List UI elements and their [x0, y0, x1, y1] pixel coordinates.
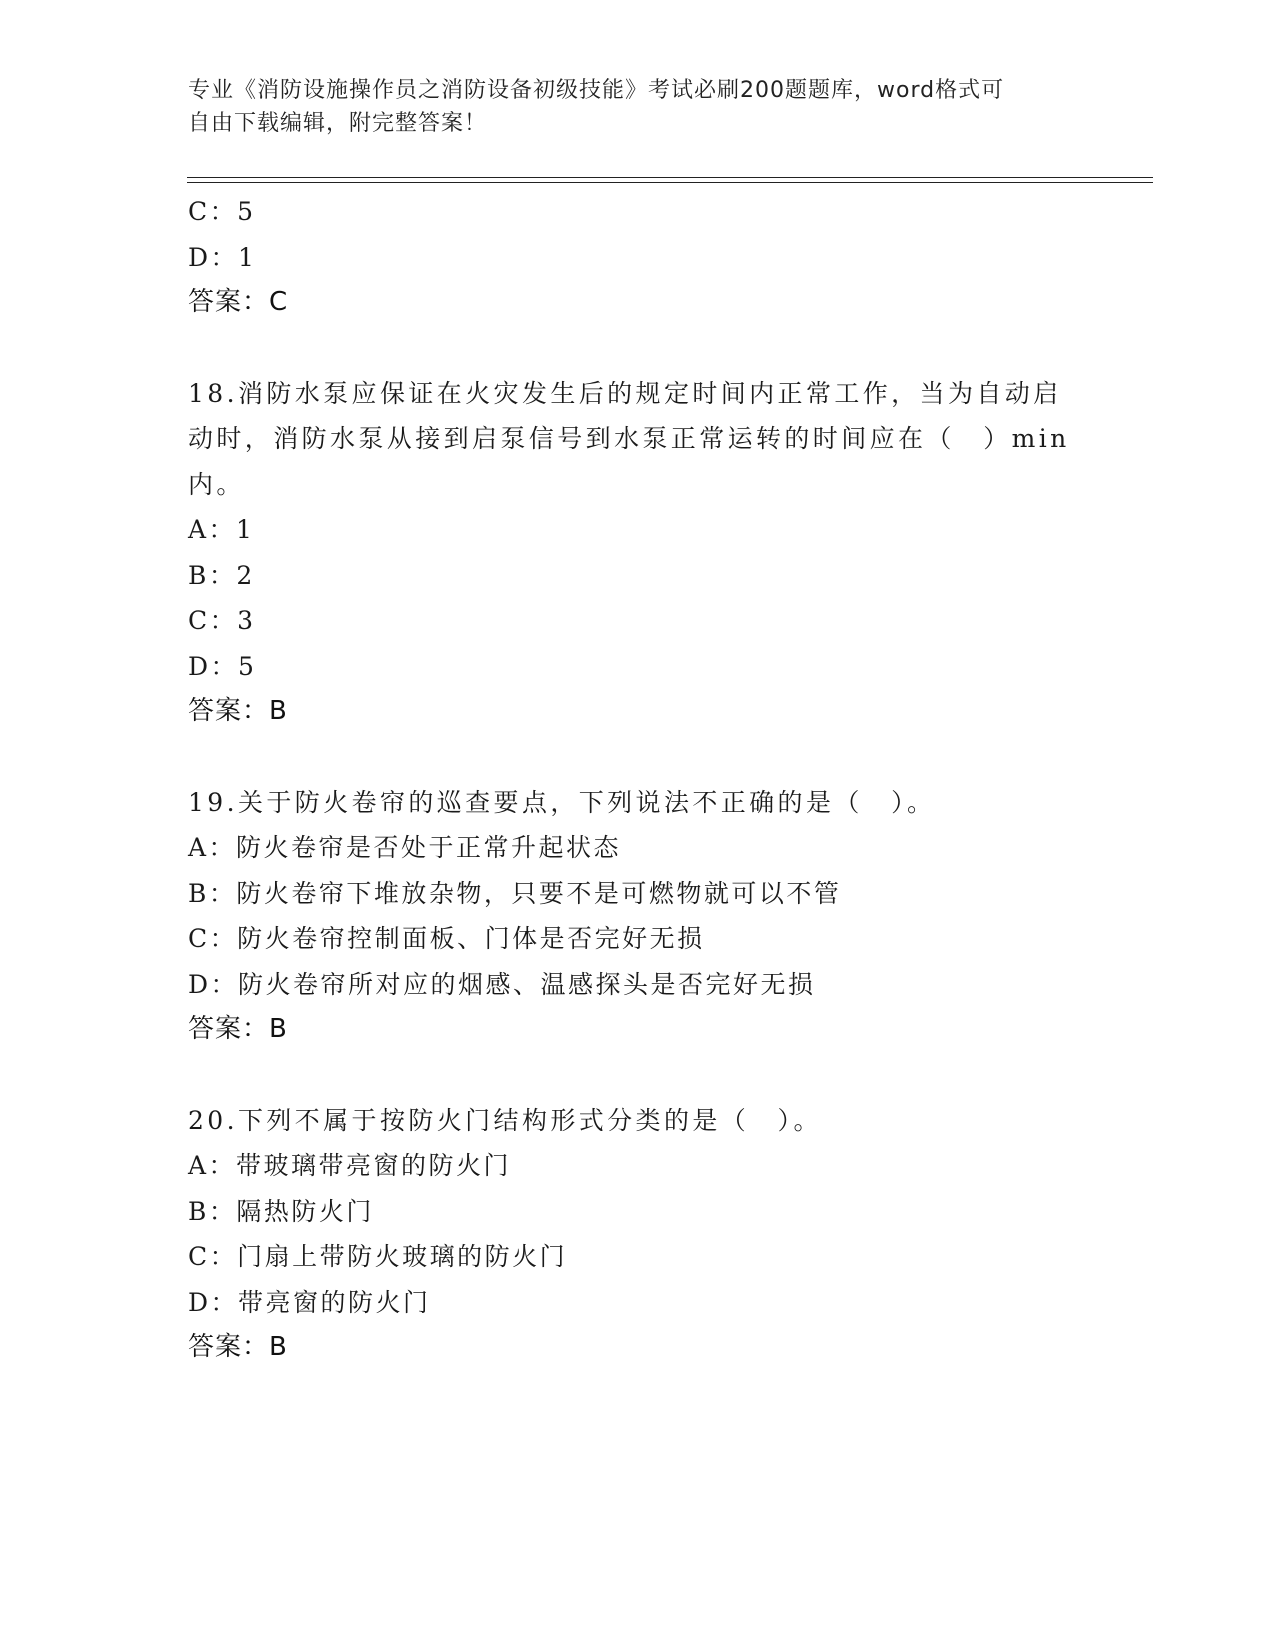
option-a: A：1: [188, 515, 255, 544]
option-d: D：带亮窗的防火门: [188, 1287, 431, 1317]
question-stem-line: 20.下列不属于按防火门结构形式分类的是（ ）。: [188, 1105, 822, 1135]
option-b: B：2: [188, 560, 255, 590]
document-header: [188, 74, 1088, 140]
header-title-line-1: 专业《消防设施操作员之消防设备初级技能》考试必刷200题题库，word格式可: [188, 78, 1005, 103]
question-block: [188, 1098, 1088, 1371]
question-block: [188, 371, 1088, 735]
header-rule: [187, 177, 1153, 178]
option-c: C：5: [188, 197, 256, 226]
option-d: D：1: [188, 242, 257, 272]
answer-line: 答案：B: [188, 1332, 288, 1362]
option-a: A：防火卷帘是否处于正常升起状态: [188, 833, 622, 862]
question-stem-line: 内。: [188, 469, 245, 499]
option-b: B：防火卷帘下堆放杂物，只要不是可燃物就可以不管: [188, 878, 842, 908]
option-c: C：门扇上带防火玻璃的防火门: [188, 1242, 568, 1271]
spacer: [188, 735, 1088, 780]
question-stem-line: 动时，消防水泵从接到启泵信号到水泵正常运转的时间应在（ ）min: [188, 424, 1070, 453]
question-fragment: [188, 189, 1088, 326]
spacer: [188, 326, 1088, 371]
answer-line: 答案：B: [188, 1014, 288, 1044]
option-b: B：隔热防火门: [188, 1196, 374, 1226]
option-a: A：带玻璃带亮窗的防火门: [188, 1151, 512, 1180]
option-d: D：防火卷帘所对应的烟感、温感探头是否完好无损: [188, 969, 816, 999]
answer-line: 答案：C: [188, 287, 289, 317]
option-c: C：3: [188, 606, 256, 635]
answer-line: 答案：B: [188, 696, 288, 726]
spacer: [188, 1053, 1088, 1098]
question-block: [188, 780, 1088, 1053]
option-d: D：5: [188, 651, 257, 681]
header-title-line-2: 自由下载编辑，附完整答案！: [188, 111, 488, 136]
question-list: [188, 189, 1088, 1371]
option-c: C：防火卷帘控制面板、门体是否完好无损: [188, 924, 705, 953]
question-stem-line: 18.消防水泵应保证在火灾发生后的规定时间内正常工作，当为自动启: [188, 378, 1062, 408]
question-stem-line: 19.关于防火卷帘的巡查要点，下列说法不正确的是（ ）。: [188, 787, 936, 817]
header-rule-double: [187, 182, 1153, 183]
